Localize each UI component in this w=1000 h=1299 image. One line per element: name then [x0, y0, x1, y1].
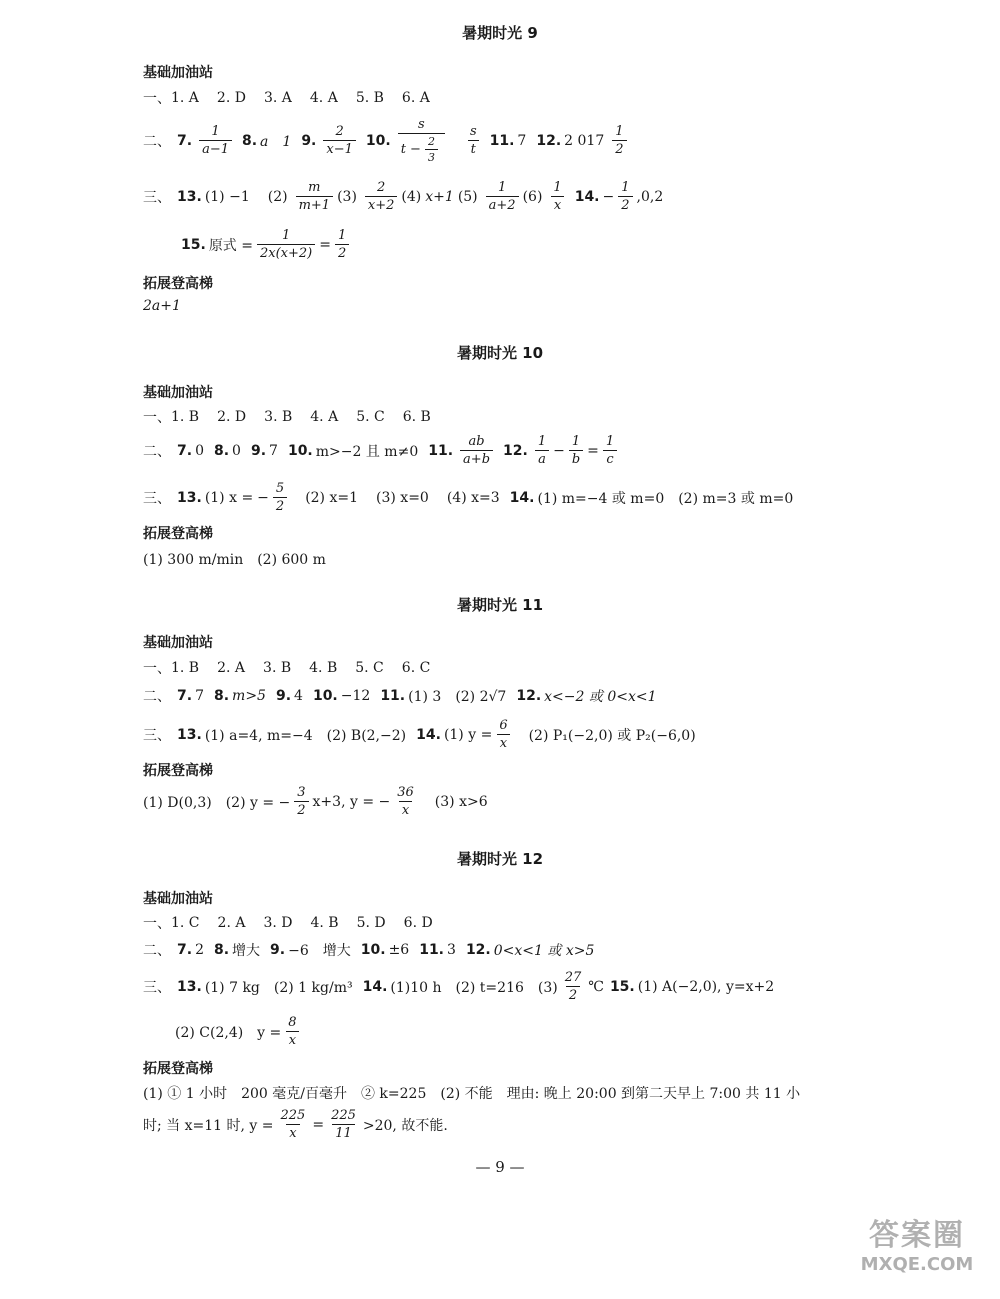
answer: 2 — [195, 942, 204, 958]
answer: 6. A — [401, 90, 430, 106]
ext-label-10: 拓展登高梯 — [143, 526, 213, 542]
row-11-part1 — [143, 658, 434, 678]
section-title-9: 暑期时光 9 — [462, 24, 538, 42]
answer: = — [587, 442, 599, 459]
fraction: $\frac{1}{a-1}$ — [199, 124, 232, 157]
answer: (3) x=0 — [376, 489, 429, 506]
fraction: $\frac{1}{x}$ — [550, 180, 564, 213]
answer: 时; 当 x=11 时, y = — [143, 1117, 274, 1134]
fraction: $\frac{2}{x+2}$ — [365, 180, 398, 213]
basic-label-12: 基础加油站 — [143, 891, 213, 907]
ext-answer-12-line2 — [143, 1108, 448, 1141]
answer: ,0,2 — [636, 188, 664, 205]
q-num: 11. — [489, 132, 515, 149]
answer: −12 — [340, 688, 371, 704]
answer: − — [602, 188, 615, 205]
answer: 1. B — [171, 660, 200, 676]
row-10-part2 — [143, 434, 621, 467]
q-num: 12. — [516, 688, 542, 704]
answer: (1) 7 kg (2) 1 kg/m³ — [204, 979, 353, 996]
answer: 5. B — [355, 90, 384, 106]
fraction: $\frac{225}{11}$ — [331, 1108, 356, 1141]
q-num: 11. — [380, 688, 406, 704]
q-num: 7. — [177, 442, 193, 459]
q-num: 7. — [177, 688, 193, 704]
answer: 5. C — [355, 660, 384, 676]
q-num: 14. — [416, 726, 441, 743]
answer: x+1 — [425, 188, 454, 205]
answer: (1) 3 (2) 2√7 — [408, 689, 507, 705]
fraction: $\frac{1}{2x(x+2)}$ — [257, 228, 315, 261]
answer: 1. C — [171, 915, 200, 931]
row-11-part3 — [143, 718, 700, 751]
row-10-part1 — [143, 407, 435, 427]
answer: x<−2 或 0<x<1 — [544, 689, 657, 705]
answer: m>−2 且 m≠0 — [315, 443, 419, 460]
fraction: $\frac{27}{2}$ — [564, 970, 582, 1003]
q-num: 8. — [213, 942, 230, 958]
fraction: $\frac{36}{x}$ — [397, 785, 414, 818]
fraction: $\frac{2}{x-1}$ — [323, 124, 356, 157]
fraction: $\frac{1}{2}$ — [612, 124, 626, 157]
q-num: 7. — [177, 942, 193, 958]
answer: − — [553, 442, 565, 459]
answer: (5) — [457, 188, 478, 205]
answer: a 1 — [260, 133, 292, 150]
part-number: 二、 — [143, 689, 171, 705]
row-9-part3 — [143, 180, 663, 213]
answer: 1. B — [171, 409, 200, 425]
q-num: 12. — [536, 132, 562, 149]
row-11-part2 — [143, 686, 661, 706]
answer: (3) x>6 — [434, 793, 488, 810]
fraction: $\frac{1}{a}$ — [535, 434, 549, 467]
answer: 2. D — [216, 90, 246, 106]
row-12-part4 — [175, 1015, 304, 1048]
answer: (4) — [401, 188, 422, 205]
answer: x+3, y = − — [312, 793, 391, 810]
answer: 4 — [294, 688, 303, 704]
answer: (1) y = — [443, 726, 493, 743]
answer: 0 — [195, 442, 204, 459]
q-num: 12. — [465, 942, 491, 958]
answer: (1)10 h (2) t=216 (3) — [390, 979, 558, 996]
part-number: 三、 — [143, 189, 171, 206]
q-num: 13. — [177, 978, 202, 995]
ext-label-9: 拓展登高梯 — [143, 276, 213, 292]
answer: − — [257, 489, 269, 506]
answer: 原式 = — [208, 237, 253, 254]
answer: −6 增大 — [288, 943, 351, 959]
part-number: 二、 — [143, 943, 171, 959]
section-title-10: 暑期时光 10 — [456, 344, 544, 362]
watermark-logo: 答案圈 — [869, 1218, 965, 1253]
answer: (2) x=1 — [305, 489, 359, 506]
basic-label-9: 基础加油站 — [143, 65, 213, 81]
ext-answer-12-line1: (1) ① 1 小时 200 毫克/百毫升 ② k=225 (2) 不能 理由: 晚上 20:00 到第二天早上 7:00 共 11 小 — [143, 1086, 801, 1102]
answer: = — [312, 1116, 325, 1133]
ext-answer-9: 2a+1 — [143, 298, 181, 314]
answer: (2) P₁(−2,0) 或 P₂(−6,0) — [528, 727, 696, 744]
fraction: $\frac{225}{x}$ — [280, 1108, 306, 1141]
fraction: $\frac{m}{m+1}$ — [296, 180, 334, 213]
row-12-part3 — [143, 970, 778, 1003]
answer: 5. C — [356, 409, 385, 425]
fraction: $\frac{5}{2}$ — [273, 481, 287, 514]
part-number: 一、 — [143, 410, 171, 426]
q-num: 11. — [428, 442, 454, 459]
q-num: 9. — [270, 942, 286, 958]
row-10-part3 — [143, 481, 797, 514]
q-num: 10. — [287, 442, 313, 459]
q-num: 13. — [177, 726, 202, 743]
answer: 2 017 — [564, 132, 605, 149]
fraction: $\frac{ab}{a+b}$ — [460, 434, 493, 467]
answer: (1) x = — [204, 489, 254, 506]
answer: 3. B — [263, 660, 292, 676]
answer: 2. D — [217, 409, 247, 425]
answer: 0 — [232, 442, 241, 459]
q-num: 10. — [360, 942, 386, 958]
answer: (2) C(2,4) y = — [175, 1024, 282, 1041]
section-title-12: 暑期时光 12 — [456, 850, 544, 868]
basic-label-11: 基础加油站 — [143, 635, 213, 651]
q-num: 7. — [177, 132, 193, 149]
q-num: 9. — [250, 442, 267, 459]
answer: 增大 — [232, 943, 261, 959]
fraction: $\frac{8}{x}$ — [285, 1015, 299, 1048]
answer: 4. B — [309, 660, 338, 676]
watermark-url: MXQE.COM — [860, 1254, 974, 1275]
answer: 2. A — [217, 660, 246, 676]
q-num: 11. — [419, 942, 445, 958]
q-num: 9. — [275, 688, 292, 704]
part-number: 一、 — [143, 91, 171, 107]
q-num: 15. — [609, 978, 635, 995]
row-9-part1 — [143, 88, 434, 108]
q-num: 8. — [213, 688, 230, 704]
ext-label-12: 拓展登高梯 — [143, 1061, 213, 1077]
answer: ±6 — [388, 942, 410, 958]
row-12-part1 — [143, 913, 437, 933]
fraction: $\frac{1}{c}$ — [603, 434, 617, 467]
fraction: $\frac{1}{2}$ — [618, 180, 632, 213]
answer: (4) x=3 — [446, 489, 500, 506]
ext-answer-11 — [143, 785, 488, 818]
answer: (1) D(0,3) (2) y = − — [143, 794, 291, 811]
fraction: $\frac{6}{x}$ — [496, 718, 510, 751]
answer: 3 — [447, 942, 456, 958]
answer: (2) — [267, 188, 288, 205]
q-num: 15. — [181, 236, 206, 253]
answer: m>5 — [232, 688, 266, 704]
part-number: 一、 — [143, 661, 171, 677]
q-num: 13. — [177, 489, 202, 506]
part-number: 三、 — [143, 979, 171, 996]
answer: (6) — [522, 188, 543, 205]
q-num: 8. — [213, 442, 230, 459]
page-number: — 9 — — [475, 1158, 525, 1176]
answer: (1) −1 — [204, 188, 250, 205]
q-num: 14. — [362, 978, 388, 995]
answer: 4. B — [310, 915, 339, 931]
part-number: 一、 — [143, 916, 171, 932]
answer: (1) A(−2,0), y=x+2 — [637, 978, 775, 995]
section-title-11: 暑期时光 11 — [456, 596, 544, 614]
ext-label-11: 拓展登高梯 — [143, 763, 213, 779]
ext-answer-10: (1) 300 m/min (2) 600 m — [143, 552, 326, 568]
fraction: s t − $\frac{2}{3}$ — [398, 117, 445, 164]
answer: 4. A — [310, 409, 339, 425]
q-num: 12. — [503, 442, 528, 459]
answer: >20, 故不能. — [362, 1117, 448, 1134]
answer: 4. A — [309, 90, 338, 106]
part-number: 二、 — [143, 133, 171, 150]
q-num: 9. — [301, 132, 317, 149]
q-num: 10. — [365, 132, 391, 149]
answer: 7 — [195, 688, 204, 704]
answer: 2. A — [217, 915, 246, 931]
answer: (1) m=−4 或 m=0 (2) m=3 或 m=0 — [537, 490, 794, 507]
fraction: $\frac{1}{a+2}$ — [486, 180, 519, 213]
answer: (1) a=4, m=−4 (2) B(2,−2) — [204, 727, 407, 744]
answer: 6. D — [403, 915, 433, 931]
answer: 7 — [517, 132, 527, 149]
fraction: $\frac{1}{b}$ — [569, 434, 583, 467]
row-9-part2 — [143, 117, 631, 164]
part-number: 二、 — [143, 443, 171, 460]
answer: 6. C — [401, 660, 431, 676]
q-num: 13. — [177, 188, 202, 205]
fraction: $\frac{s}{t}$ — [467, 124, 480, 157]
answer: 7 — [269, 442, 278, 459]
answer: 6. B — [402, 409, 431, 425]
fraction: $\frac{3}{2}$ — [294, 785, 308, 818]
q-num: 14. — [574, 188, 600, 205]
answer: 3. B — [264, 409, 293, 425]
row-12-part2 — [143, 940, 598, 960]
basic-label-10: 基础加油站 — [143, 385, 213, 401]
row-9-part4 — [175, 228, 353, 261]
answer: 3. D — [263, 915, 293, 931]
q-num: 14. — [509, 489, 535, 506]
answer: 5. D — [356, 915, 386, 931]
answer: 3. A — [263, 90, 292, 106]
q-num: 10. — [312, 688, 338, 704]
answer: 1. A — [171, 90, 199, 106]
part-number: 三、 — [143, 490, 171, 507]
answer: = — [319, 236, 331, 253]
part-number: 三、 — [143, 727, 171, 744]
fraction: $\frac{1}{2}$ — [335, 228, 349, 261]
answer: 0<x<1 或 x>5 — [493, 943, 595, 959]
answer: (3) — [337, 188, 357, 205]
answer: ℃ — [588, 978, 604, 995]
watermark — [852, 1219, 982, 1285]
q-num: 8. — [241, 132, 258, 149]
